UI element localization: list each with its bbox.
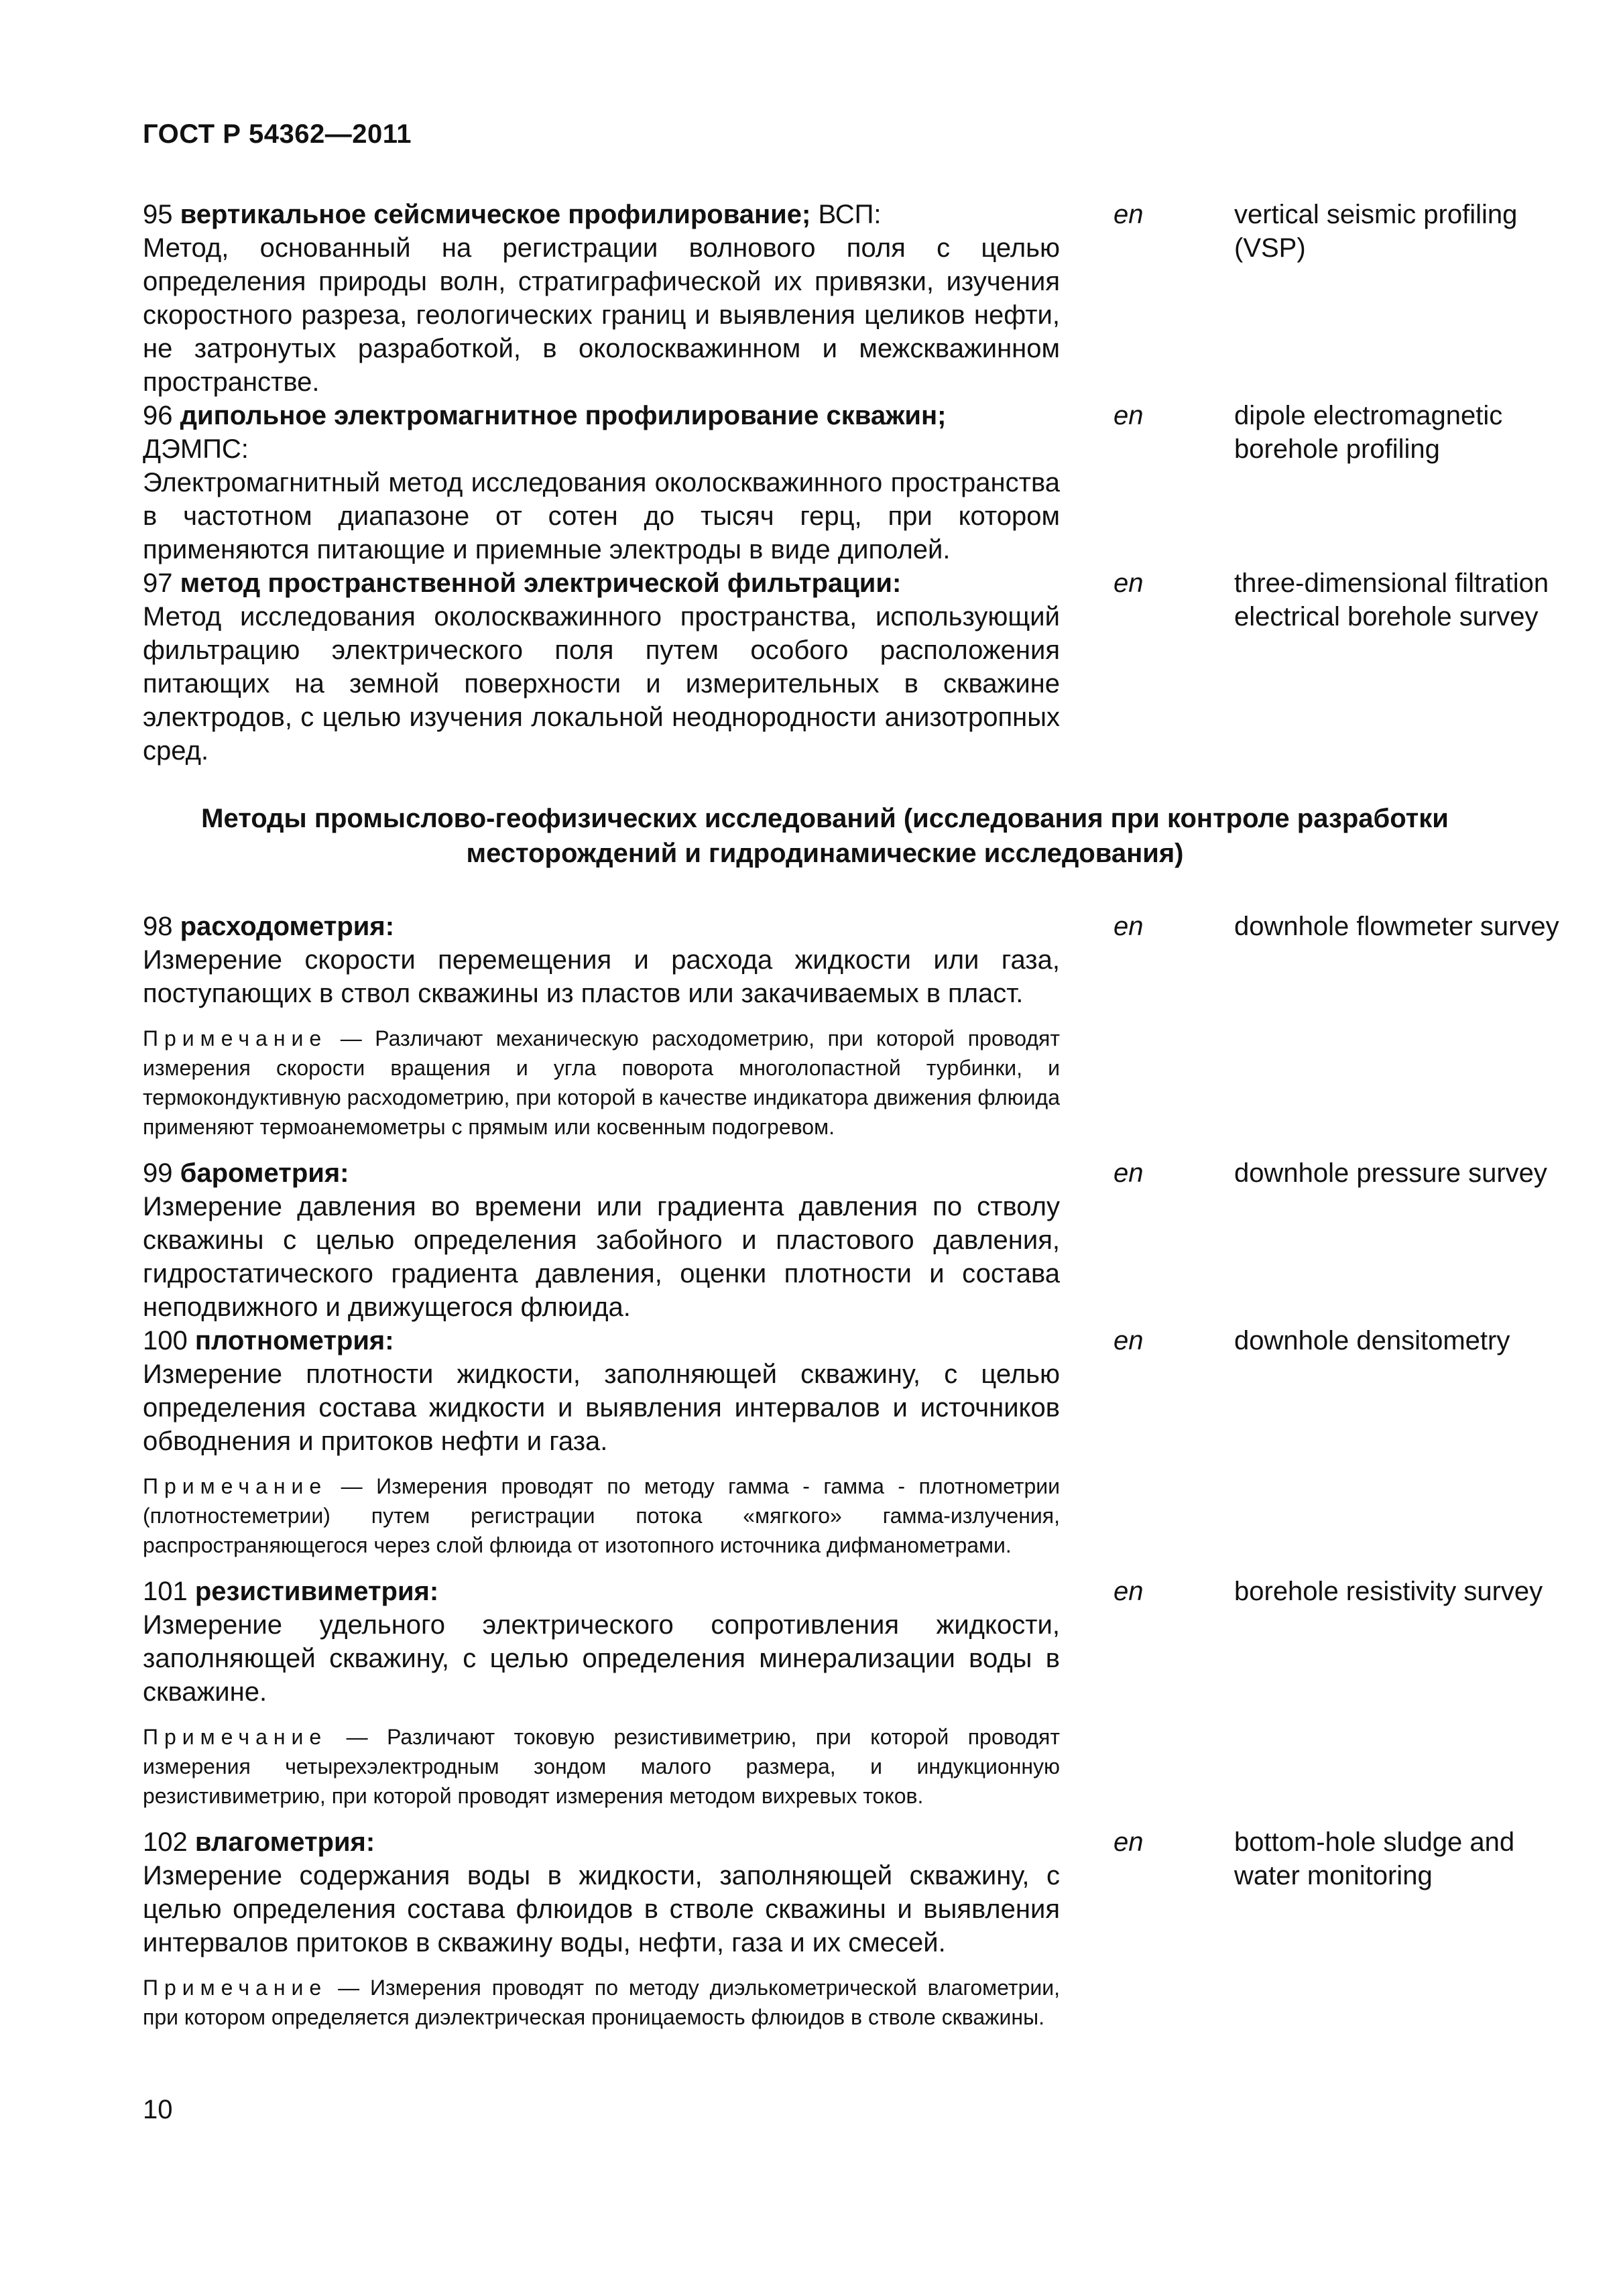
term-ru-column bbox=[143, 910, 1060, 1156]
note-label: Примечание bbox=[143, 1026, 328, 1050]
note-text: — Различают механическую расходометрию, при которой проводят измерения скорости вращения и угла поворота многолопастной турбинки, и термокондуктивную расходометрию, при которой в качестве индикатора движения флюида применяют термоанемометры с прямым или косвенным подогревом. bbox=[143, 1026, 1060, 1139]
english-term: bottom-hole sludge and water monitoring bbox=[1234, 1827, 1515, 1890]
term-abbrev: ДЭМПС: bbox=[143, 434, 249, 464]
term-name: резистивиметрия: bbox=[194, 1577, 439, 1606]
term-number: 102 bbox=[143, 1827, 188, 1857]
term-name: дипольное электромагнитное профилирование скважин; bbox=[180, 401, 947, 430]
term-heading bbox=[143, 1324, 1060, 1357]
term-definition: Измерение удельного электрического сопротивления жидкости, заполняющей скважину, с целью определения минерализации воды в скважине. bbox=[143, 1610, 1060, 1707]
term-definition: Метод исследования околоскважинного пространства, использующий фильтрацию электрического поля путем особого расположения питающих на земной поверхности и измерительных в скважине электродов, с целью изучения локальной неоднородности анизотропных сред. bbox=[143, 602, 1060, 766]
term-abbrev: ВСП: bbox=[810, 200, 882, 229]
term-ru-column bbox=[143, 1825, 1060, 2032]
document-header: ГОСТ Р 54362—2011 bbox=[143, 119, 412, 149]
english-term: downhole pressure survey bbox=[1234, 1158, 1547, 1188]
term-name: вертикальное сейсмическое профилирование; bbox=[180, 200, 811, 229]
language-tag: en bbox=[1114, 401, 1144, 430]
note-text: — Измерения проводят по методу гамма - гамма - плотнометрии (плотностеметрии) путем регистрации потока «мягкого» гамма-излучения, распространяющегося через слой флюида от изотопного источника дифманометрами. bbox=[143, 1474, 1060, 1557]
note-label: Примечание bbox=[143, 1474, 328, 1498]
term-heading bbox=[143, 566, 1060, 600]
term-entry-95 bbox=[143, 198, 1518, 399]
term-name: плотнометрия: bbox=[194, 1326, 394, 1355]
term-heading bbox=[143, 1575, 1060, 1608]
term-note bbox=[143, 1973, 1060, 2032]
term-heading bbox=[143, 1825, 1060, 1859]
term-definition: Измерение содержания воды в жидкости, заполняющей скважину, с целью определения состава флюидов в стволе скважины и выявления интервалов притоков в скважину воды, нефти, газа и их смесей. bbox=[143, 1861, 1060, 1957]
term-entry-98 bbox=[143, 910, 1559, 1156]
term-heading bbox=[143, 1156, 1060, 1190]
term-heading bbox=[143, 910, 1060, 943]
english-term: borehole resistivity survey bbox=[1234, 1577, 1543, 1606]
language-tag: en bbox=[1114, 1326, 1144, 1355]
term-definition: Метод, основанный на регистрации волнового поля с целью определения природы волн, стратиграфической их привязки, изучения скоростного разреза, геологических границ и выявления целиков нефти, не затронутых разработкой, в околоскважинном и межскважинном пространстве. bbox=[143, 233, 1060, 397]
term-ru-column bbox=[143, 566, 1060, 768]
term-definition: Измерение плотности жидкости, заполняющей скважину, с целью определения состава жидкости и выявления интервалов и источников обводнения и притоков нефти и газа. bbox=[143, 1360, 1060, 1456]
term-ru-column bbox=[143, 1575, 1060, 1825]
term-entry-101 bbox=[143, 1575, 1543, 1825]
term-number: 99 bbox=[143, 1158, 173, 1188]
term-heading bbox=[143, 399, 1060, 432]
term-entry-102 bbox=[143, 1825, 1515, 2032]
term-definition: Измерение давления во времени или градиента давления по стволу скважины с целью определения забойного и пластового давления, гидростатического градиента давления, оценки плотности и состава неподвижного и движущегося флюида. bbox=[143, 1192, 1060, 1322]
english-term: three-dimensional filtration electrical borehole survey bbox=[1234, 568, 1549, 631]
note-label: Примечание bbox=[143, 1976, 328, 2000]
term-number: 95 bbox=[143, 200, 173, 229]
note-label: Примечание bbox=[143, 1725, 328, 1749]
language-tag: en bbox=[1114, 1158, 1144, 1188]
term-number: 101 bbox=[143, 1577, 188, 1606]
term-definition: Измерение скорости перемещения и расхода жидкости или газа, поступающих в ствол скважины из пластов или закачиваемых в пласт. bbox=[143, 945, 1060, 1008]
term-definition: Электромагнитный метод исследования околоскважинного пространства в частотном диапазоне от сотен до тысяч герц, при котором применяются питающие и приемные электроды в виде диполей. bbox=[143, 468, 1060, 564]
term-entry-99 bbox=[143, 1156, 1547, 1324]
term-name: влагометрия: bbox=[194, 1827, 375, 1857]
term-number: 97 bbox=[143, 568, 173, 598]
term-ru-column bbox=[143, 198, 1060, 399]
term-entry-97 bbox=[143, 566, 1549, 768]
term-ru-column bbox=[143, 399, 1060, 566]
term-entry-100 bbox=[143, 1324, 1510, 1575]
term-number: 98 bbox=[143, 912, 173, 941]
term-name: метод пространственной электрической фильтрации: bbox=[180, 568, 902, 598]
term-ru-column bbox=[143, 1324, 1060, 1575]
term-entry-96 bbox=[143, 399, 1507, 566]
note-text: — Различают токовую резистивиметрию, при которой проводят измерения четырехэлектродным зондом малого размера, и индукционную резистивиметрию, при которой проводят измерения методом вихревых токов. bbox=[143, 1725, 1060, 1808]
note-text: — Измерения проводят по методу диэлькометрической влагометрии, при котором определяется диэлектрическая проницаемость флюидов в стволе скважины. bbox=[143, 1976, 1060, 2029]
language-tag: en bbox=[1114, 200, 1144, 229]
term-number: 100 bbox=[143, 1326, 188, 1355]
term-heading bbox=[143, 198, 1060, 231]
term-ru-column bbox=[143, 1156, 1060, 1324]
english-term: downhole densitometry bbox=[1234, 1326, 1510, 1355]
page-number: 10 bbox=[143, 2095, 173, 2124]
english-term: downhole flowmeter survey bbox=[1234, 912, 1559, 941]
term-number: 96 bbox=[143, 401, 173, 430]
language-tag: en bbox=[1114, 1577, 1144, 1606]
english-term: dipole electromagnetic borehole profiling bbox=[1234, 401, 1503, 464]
term-note bbox=[143, 1471, 1060, 1560]
section-title: Методы промыслово-геофизических исследований (исследования при контроле разработки месторождений и гидродинамические исследования) bbox=[201, 804, 1449, 868]
page-content bbox=[143, 198, 1559, 2032]
term-name: барометрия: bbox=[180, 1158, 349, 1188]
english-term: vertical seismic profiling (VSP) bbox=[1234, 200, 1518, 263]
language-tag: en bbox=[1114, 912, 1144, 941]
language-tag: en bbox=[1114, 568, 1144, 598]
term-note bbox=[143, 1024, 1060, 1142]
term-name: расходометрия: bbox=[180, 912, 395, 941]
language-tag: en bbox=[1114, 1827, 1144, 1857]
term-note bbox=[143, 1722, 1060, 1811]
